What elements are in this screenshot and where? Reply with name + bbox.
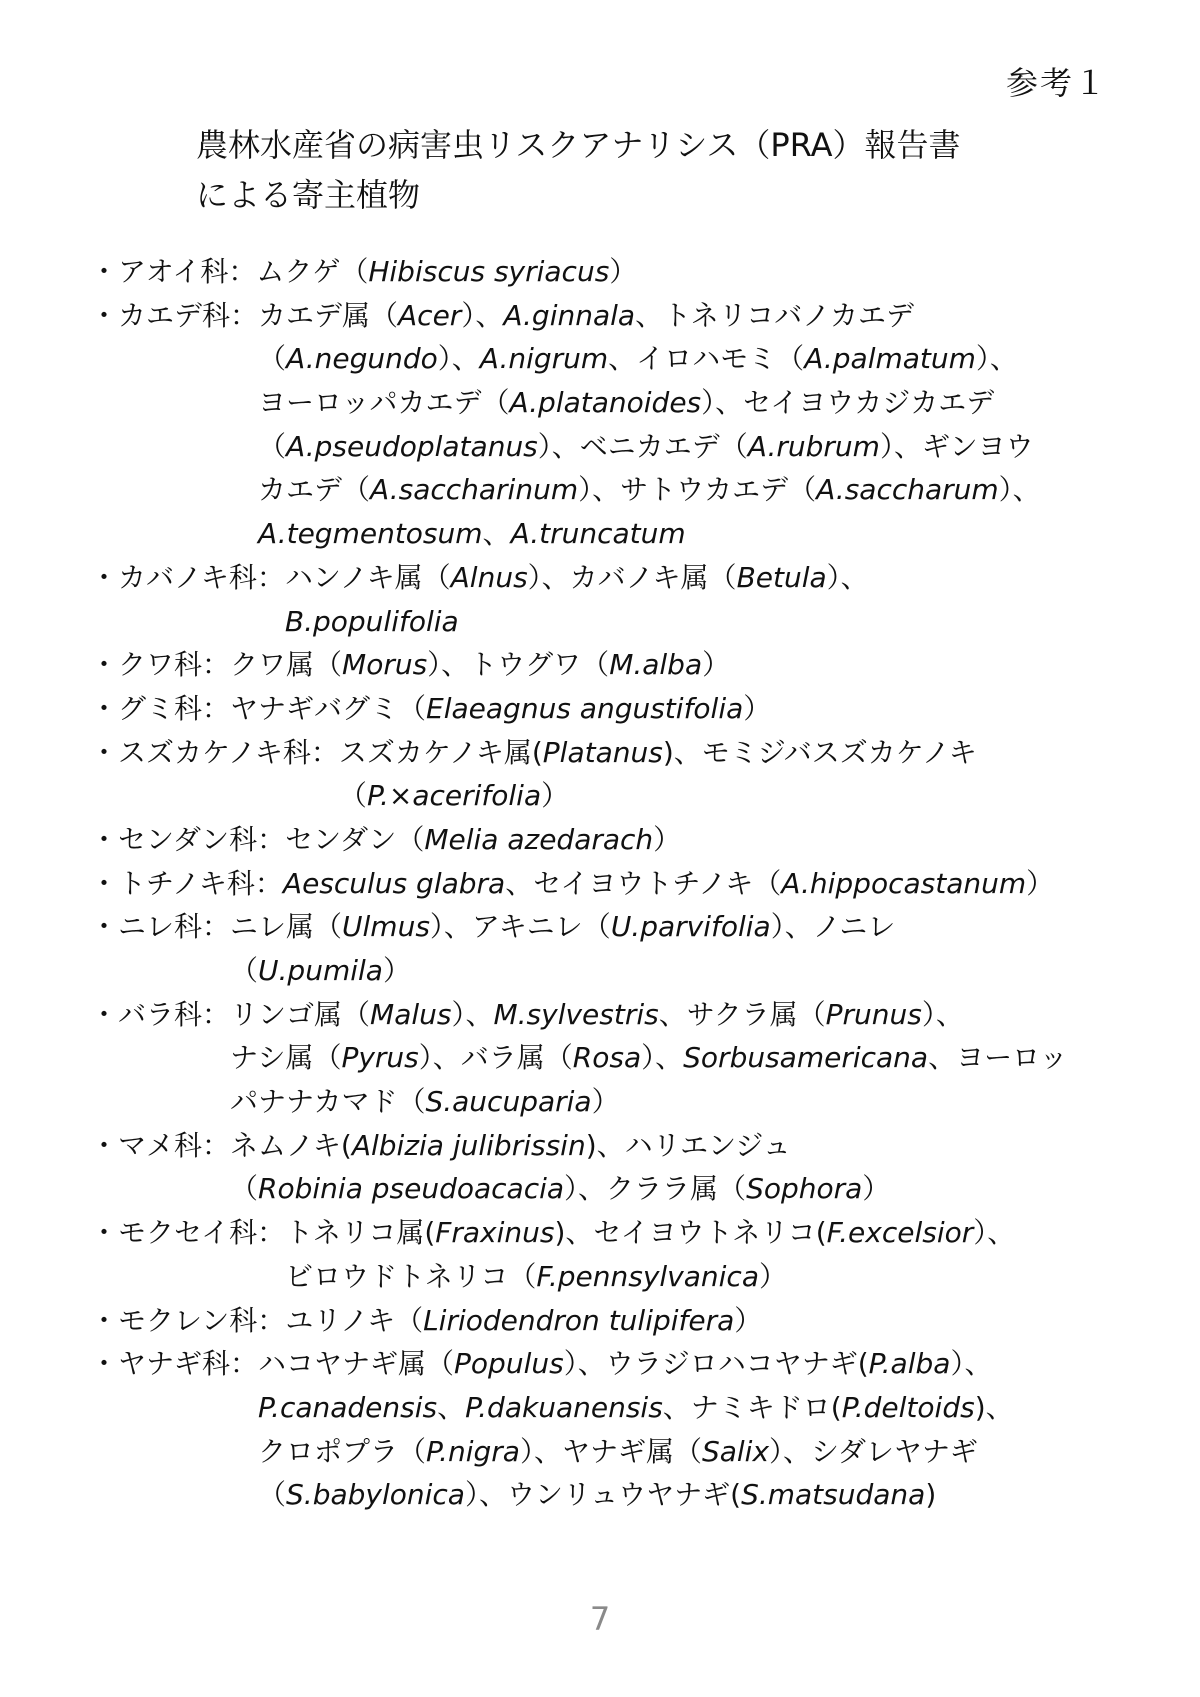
scientific-name: Melia azedarach xyxy=(424,822,654,856)
family-name: ・センダン科： xyxy=(90,822,286,856)
family-entry xyxy=(90,1299,1130,1343)
plant-text: センダン（ xyxy=(285,822,425,856)
family-name: ・アオイ科： xyxy=(90,255,257,288)
scientific-name: Hibiscus syriacus xyxy=(368,255,610,288)
plant-text: ）、 xyxy=(950,1347,993,1381)
scientific-name: A.pseudoplatanus xyxy=(286,429,538,463)
plant-text: ハコヤナギ属（ xyxy=(258,1347,455,1381)
family-entry xyxy=(90,643,1130,687)
plant-text: ）、ベニカエデ（ xyxy=(537,429,748,463)
family-name: ・マメ科： xyxy=(90,1128,231,1162)
family-name: ・ヤナギ科： xyxy=(90,1347,259,1381)
plant-text: ) xyxy=(925,1478,937,1512)
scientific-name: S.matsudana xyxy=(741,1478,926,1512)
plant-text: )、モミジバスズカケノキ xyxy=(662,735,977,769)
family-entry-continuation xyxy=(90,1036,1130,1080)
family-entry-continuation xyxy=(90,512,1130,556)
plant-text: ）、 xyxy=(437,342,480,376)
family-name: ・スズカケノキ科： xyxy=(90,735,339,769)
plant-text: パナナカマド（ xyxy=(230,1085,426,1119)
plant-text: )、 xyxy=(974,1390,1014,1424)
family-entry-continuation xyxy=(90,1167,1130,1211)
plant-text: ）、 xyxy=(826,560,869,594)
family-name: ・カバノキ科： xyxy=(90,560,285,594)
scientific-name: Aesculus glabra xyxy=(282,866,506,900)
family-entry xyxy=(90,556,1130,600)
plant-text: ）、 xyxy=(461,298,504,332)
family-entry-continuation xyxy=(90,949,1130,993)
scientific-name: Fraxinus xyxy=(435,1216,555,1250)
plant-text: （ xyxy=(258,1478,287,1512)
scientific-name: S.babylonica xyxy=(286,1478,465,1512)
scientific-name: U.pumila xyxy=(258,954,383,987)
family-entry xyxy=(90,993,1130,1037)
scientific-name: P.×acerifolia xyxy=(366,779,542,813)
scientific-name: P.nigra xyxy=(426,1434,520,1468)
family-entry xyxy=(90,1124,1130,1168)
plant-text: 、ナミキドロ( xyxy=(662,1390,842,1424)
family-entry xyxy=(90,1342,1130,1386)
plant-text: ）、セイヨウカジカエデ xyxy=(701,386,995,420)
scientific-name: Pyrus xyxy=(341,1041,419,1075)
plant-text: ） xyxy=(758,1259,787,1293)
plant-text: ）、 xyxy=(973,1216,1016,1250)
family-entry-continuation xyxy=(90,774,1130,818)
scientific-name: Acer xyxy=(398,298,462,332)
plant-text: ）、サトウカエデ（ xyxy=(578,473,817,507)
family-name: ・モクセイ科： xyxy=(90,1216,286,1250)
page-title xyxy=(196,120,961,220)
scientific-name: Sorbusamericana xyxy=(683,1041,929,1075)
plant-text: （ xyxy=(230,1172,259,1206)
plant-text: ）、ヤナギ属（ xyxy=(519,1434,702,1468)
plant-text: （ xyxy=(258,342,287,376)
family-entry xyxy=(90,250,1130,294)
plant-text: 、イロハモミ（ xyxy=(608,342,805,376)
plant-text: ） xyxy=(862,1172,891,1206)
scientific-name: A.rubrum xyxy=(747,429,880,463)
scientific-name: P.dakuanensis xyxy=(465,1390,663,1424)
host-plant-list xyxy=(90,250,1130,1517)
scientific-name: P.deltoids xyxy=(841,1390,975,1424)
family-entry-continuation xyxy=(90,381,1130,425)
family-entry-continuation xyxy=(90,1430,1130,1474)
family-name: ・トチノキ科： xyxy=(90,866,283,900)
scientific-name: F.excelsior xyxy=(826,1216,974,1250)
plant-text: ） xyxy=(743,691,772,725)
scientific-name: Malus xyxy=(370,997,452,1031)
plant-text: ビロウドトネリコ（ xyxy=(285,1259,537,1293)
plant-text: ）、 xyxy=(921,997,964,1031)
family-entry-continuation xyxy=(90,425,1130,469)
plant-text: ）、ノニレ xyxy=(770,910,896,944)
plant-text: )、ハリエンジュ xyxy=(585,1128,791,1162)
plant-text: ） xyxy=(734,1303,763,1337)
family-entry-continuation xyxy=(90,1080,1130,1124)
scientific-name: M.sylvestris xyxy=(493,997,659,1031)
plant-text: 、 xyxy=(437,1390,466,1424)
scientific-name: P.alba xyxy=(868,1347,951,1381)
family-entry xyxy=(90,687,1130,731)
family-entry-continuation xyxy=(90,600,1130,644)
plant-text: ）、ウラジロハコヤナギ( xyxy=(563,1347,869,1381)
scientific-name: F.pennsylvanica xyxy=(536,1259,759,1293)
plant-text: ）、 xyxy=(975,342,1018,376)
scientific-name: B.populifolia xyxy=(284,604,459,638)
plant-text: ） xyxy=(1026,866,1055,900)
family-name: ・ニレ科： xyxy=(90,910,231,944)
plant-text: クロポプラ（ xyxy=(258,1434,427,1468)
scientific-name: A.palmatum xyxy=(804,342,976,376)
scientific-name: Betula xyxy=(736,560,827,594)
plant-text: ） xyxy=(541,779,570,813)
family-entry-continuation xyxy=(90,337,1130,381)
plant-text: トネリコ属( xyxy=(285,1216,436,1250)
scientific-name: A.saccharinum xyxy=(370,473,579,507)
plant-text: ナシ属（ xyxy=(230,1041,342,1075)
scientific-name: A.nigrum xyxy=(479,342,609,376)
family-entry-continuation xyxy=(90,1473,1130,1517)
family-entry xyxy=(90,818,1130,862)
family-entry-continuation xyxy=(90,1255,1130,1299)
plant-text: ） xyxy=(382,954,411,987)
scientific-name: Morus xyxy=(342,648,428,682)
page-number: 7 xyxy=(589,1600,611,1638)
plant-text: ）、 xyxy=(641,1041,684,1075)
title-line-1: 農林水産省の病害虫リスクアナリシス（PRA）報告書 xyxy=(196,126,961,164)
plant-text: ）、 xyxy=(998,473,1041,507)
plant-text: ユリノキ（ xyxy=(285,1303,424,1337)
scientific-name: Populus xyxy=(454,1347,564,1381)
plant-text: スズカケノキ属( xyxy=(338,735,543,769)
scientific-name: Prunus xyxy=(825,997,922,1031)
family-entry xyxy=(90,862,1130,906)
plant-text: )、セイヨウトネリコ( xyxy=(554,1216,827,1250)
plant-text: ） xyxy=(609,255,638,288)
family-entry xyxy=(90,905,1130,949)
reference-label: 参考１ xyxy=(1005,64,1108,102)
scientific-name: U.parvifolia xyxy=(610,910,771,944)
scientific-name: A.saccharum xyxy=(816,473,999,507)
plant-text: ） xyxy=(653,822,682,856)
plant-text: 、 xyxy=(482,517,511,551)
plant-text: ） xyxy=(702,648,731,682)
family-name: ・グミ科： xyxy=(90,691,231,725)
plant-text: カエデ属（ xyxy=(258,298,399,332)
plant-text: ）、ギンヨウ xyxy=(879,429,1034,463)
scientific-name: Elaeagnus angustifolia xyxy=(426,691,744,725)
scientific-name: Robinia pseudoacacia xyxy=(258,1172,565,1206)
scientific-name: Sophora xyxy=(746,1172,863,1206)
scientific-name: Salix xyxy=(701,1434,770,1468)
plant-text: 、サクラ属（ xyxy=(658,997,826,1031)
scientific-name: A.platanoides xyxy=(509,386,702,420)
family-entry-continuation xyxy=(90,468,1130,512)
plant-text: リンゴ属（ xyxy=(230,997,371,1031)
plant-text: ネムノキ( xyxy=(230,1128,352,1162)
plant-text: （ xyxy=(258,429,287,463)
plant-text: ）、ウンリュウヤナギ( xyxy=(464,1478,742,1512)
family-entry xyxy=(90,294,1130,338)
scientific-name: M.alba xyxy=(609,648,703,682)
scientific-name: Albizia julibrissin xyxy=(351,1128,586,1162)
family-entry-continuation xyxy=(90,1386,1130,1430)
plant-text: ヤナギバグミ（ xyxy=(230,691,427,725)
family-name: ・バラ科： xyxy=(90,997,231,1031)
plant-text: ）、バラ属（ xyxy=(418,1041,573,1075)
scientific-name: A.ginnala xyxy=(503,298,636,332)
plant-text: ）、 xyxy=(451,997,494,1031)
plant-text: ） xyxy=(591,1085,620,1119)
scientific-name: A.tegmentosum xyxy=(258,517,483,551)
scientific-name: S.aucuparia xyxy=(425,1085,592,1119)
title-line-2: による寄主植物 xyxy=(196,176,421,214)
plant-text: 、トネリコバノカエデ xyxy=(635,298,914,332)
family-entry xyxy=(90,1211,1130,1255)
scientific-name: Alnus xyxy=(450,560,528,594)
family-entry xyxy=(90,731,1130,775)
plant-text: ）、カバノキ属（ xyxy=(527,560,737,594)
plant-text: ）、トウグワ（ xyxy=(427,648,610,682)
family-name: ・クワ科： xyxy=(90,648,231,682)
plant-text: カエデ（ xyxy=(258,473,371,507)
plant-text: 、ヨーロッ xyxy=(928,1041,1068,1075)
scientific-name: Ulmus xyxy=(342,910,430,944)
family-name: ・カエデ科： xyxy=(90,298,259,332)
scientific-name: Platanus xyxy=(542,735,663,769)
plant-text: ）、シダレヤナギ xyxy=(769,1434,978,1468)
plant-text: ヨーロッパカエデ（ xyxy=(258,386,510,420)
plant-text: ムクゲ（ xyxy=(256,255,369,288)
plant-text: ）、クララ属（ xyxy=(564,1172,747,1206)
plant-text: ニレ属（ xyxy=(230,910,343,944)
scientific-name: Rosa xyxy=(572,1041,642,1075)
plant-text: 、セイヨウトチノキ（ xyxy=(505,866,782,900)
scientific-name: A.negundo xyxy=(286,342,438,376)
plant-text: （ xyxy=(230,954,259,987)
plant-text: ）、アキニレ（ xyxy=(429,910,611,944)
scientific-name: A.truncatum xyxy=(510,517,686,551)
family-name: ・モクレン科： xyxy=(90,1303,286,1337)
plant-text: ハンノキ属（ xyxy=(284,560,451,594)
scientific-name: Liriodendron tulipifera xyxy=(423,1303,735,1337)
plant-text: （ xyxy=(338,779,367,813)
scientific-name: P.canadensis xyxy=(258,1390,438,1424)
plant-text: クワ属（ xyxy=(230,648,343,682)
scientific-name: A.hippocastanum xyxy=(781,866,1027,900)
